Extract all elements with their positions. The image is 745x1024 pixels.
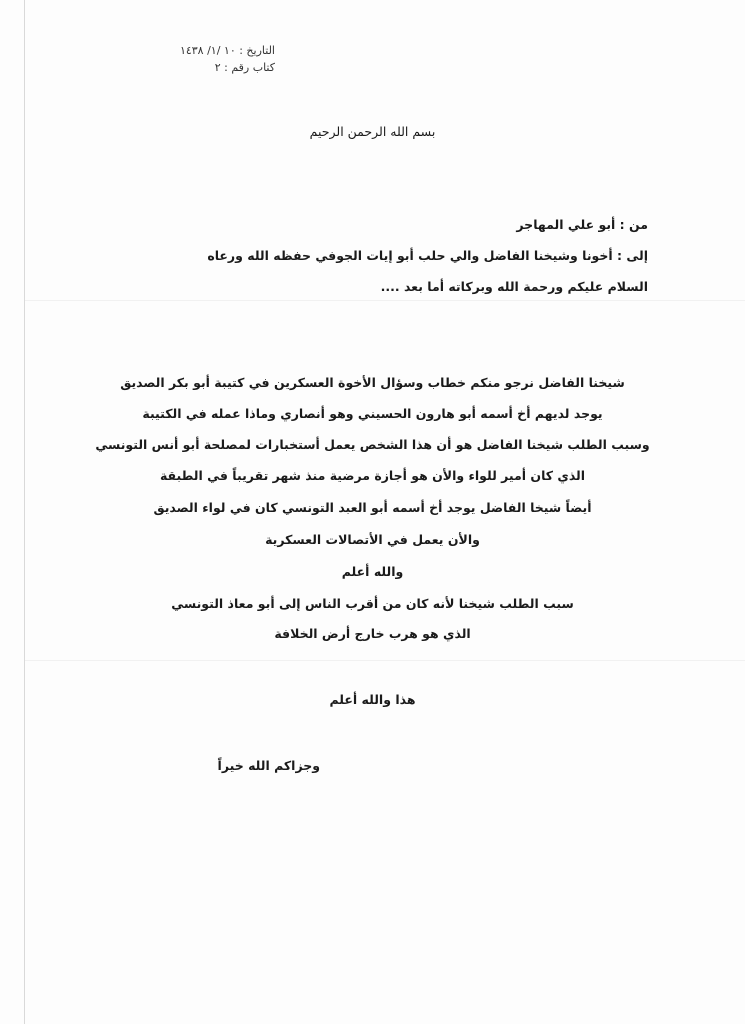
body-line: الذي كان أمير للواء والأن هو أجازة مرضية منذ شهر تقريباً في الطبقة [159, 468, 586, 483]
basmala: بسم الله الرحمن الرحيم [309, 124, 436, 139]
body-line: والله أعلم [341, 564, 404, 579]
sender-line: من : أبو علي المهاجر [516, 217, 648, 232]
paper-fold-line [25, 300, 745, 301]
body-line: الذي هو هرب خارج أرض الخلافة [274, 626, 471, 641]
letter-date: التاريخ : ١٠ /١/ ١٤٣٨ [179, 44, 275, 57]
sign-off-line: وجزاكم الله خيراً [217, 758, 320, 773]
body-line: وسبب الطلب شيخنا الفاضل هو أن هذا الشخص يعمل أستخبارات لمصلحة أبو أنس التونسي [95, 437, 650, 452]
greeting-line: السلام عليكم ورحمة الله وبركاته أما بعد .... [380, 279, 648, 294]
body-line: والأن يعمل في الأتصالات العسكرية [265, 532, 480, 547]
body-line: سبب الطلب شيخنا لأنه كان من أقرب الناس إلى أبو معاذ التونسي [171, 596, 574, 611]
paper-fold-line [25, 660, 745, 661]
closing-line: هذا والله أعلم [329, 692, 416, 707]
body-line: يوجد لديهم أخ أسمه أبو هارون الحسيني وهو أنصاري وماذا عمله في الكتيبة [142, 406, 603, 421]
body-line: شيخنا الفاضل نرجو منكم خطاب وسؤال الأخوة العسكرين في كتيبة أبو بكر الصديق [120, 375, 625, 390]
letter-number: كتاب رقم : ٢ [214, 61, 275, 74]
recipient-line: إلى : أخونا وشيخنا الفاضل والي حلب أبو إيات الجوفي حفظه الله ورعاه [207, 248, 648, 263]
body-line: أيضاً شيخا الفاضل يوجد أخ أسمه أبو العبد التونسي كان في لواء الصديق [153, 500, 592, 515]
